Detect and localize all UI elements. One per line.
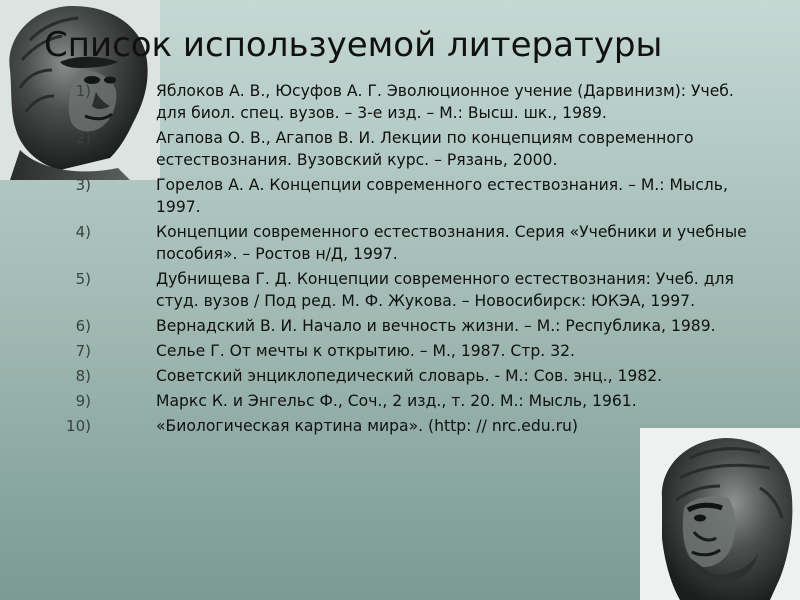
list-item-text: Селье Г. От мечты к открытию. – М., 1987. Стр. 32. [156,342,575,360]
list-item-text: Яблоков А. В., Юсуфов А. Г. Эволюционное учение (Дарвинизм): Учеб. для биол. спец. вузов. – 3-е изд. – М.: Высш. шк., 1989. [156,82,734,122]
sculpture-head-icon [640,428,800,600]
reference-list [0,80,800,440]
list-item-text: Концепции современного естествознания. Серия «Учебники и учебные пособия». – Ростов н/Д, 1997. [156,223,747,263]
list-item-text: Агапова О. В., Агапов В. И. Лекции по концепциям современного естествознания. Вузовский курс. – Рязань, 2000. [156,129,694,169]
list-item [0,80,800,124]
list-item [0,127,800,171]
list-item-text: «Биологическая картина мира». (http: // nrc.edu.ru) [156,417,579,435]
list-item-text: Горелов А. А. Концепции современного естествознания. – М.: Мысль, 1997. [156,176,728,216]
list-item-text: Дубнищева Г. Д. Концепции современного естествознания: Учеб. для студ. вузов / Под ред. М. Ф. Жукова. – Новосибирск: ЮКЭА, 1997. [156,270,734,310]
list-item [0,390,800,412]
list-item-number: 9) [75,392,91,410]
list-item [0,365,800,387]
list-item-text: Советский энциклопедический словарь. - М.: Сов. энц., 1982. [156,367,663,385]
list-item [0,340,800,362]
list-item-number: 7) [75,342,91,360]
list-item-number: 4) [75,223,91,241]
list-item [0,268,800,312]
list-item [0,221,800,265]
list-item [0,174,800,218]
list-item-text: Маркс К. и Энгельс Ф., Соч., 2 изд., т. 20. М.: Мысль, 1961. [156,392,637,410]
list-item-number: 1) [75,82,91,100]
list-item-number: 3) [75,176,91,194]
list-item-number: 6) [75,317,91,335]
list-item-number: 10) [66,417,91,435]
page-title: Список используемой литературы [44,25,663,65]
list-item-number: 8) [75,367,91,385]
list-item [0,315,800,337]
list-item-number: 2) [75,129,91,147]
list-item [0,415,800,437]
list-item-text: Вернадский В. И. Начало и вечность жизни. – М.: Республика, 1989. [156,317,716,335]
list-item-number: 5) [75,270,91,288]
